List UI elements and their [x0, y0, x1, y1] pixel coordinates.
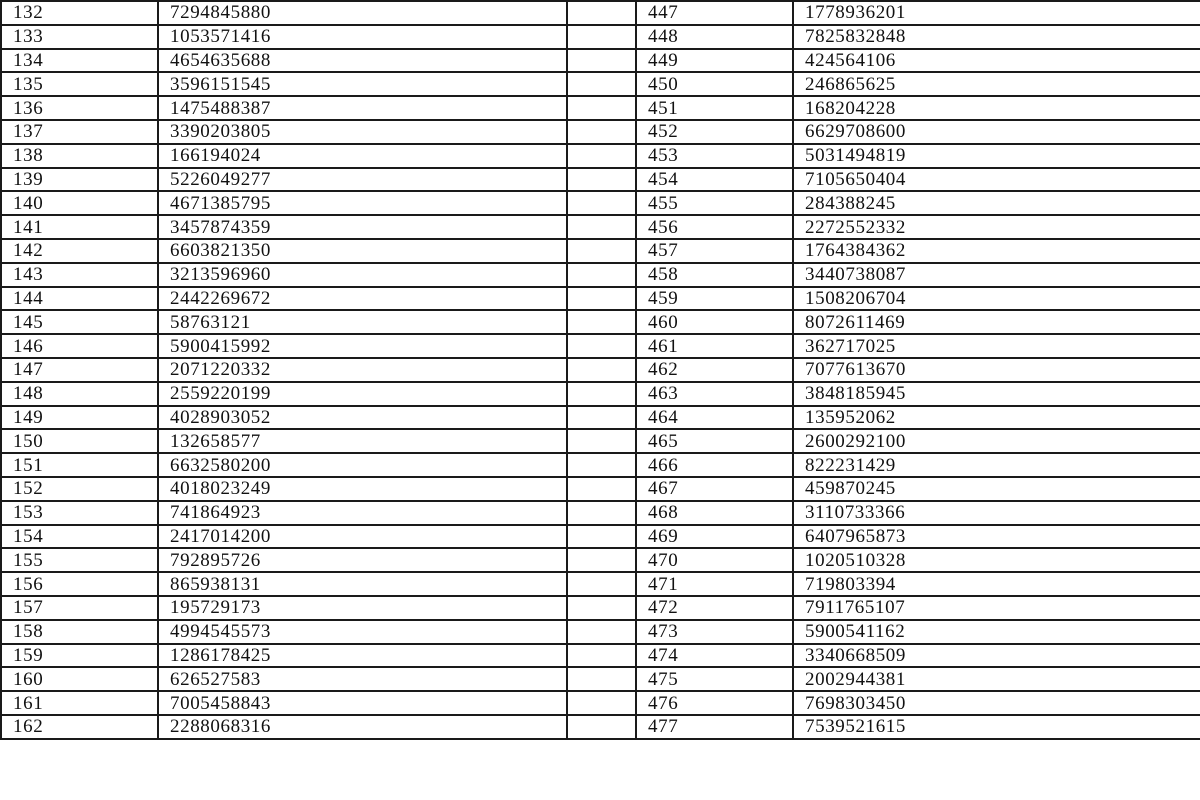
- left-row-number-cell: 160: [1, 667, 158, 691]
- column-gap-cell: [567, 620, 636, 644]
- right-value-cell: 424564106: [793, 49, 1200, 73]
- right-value-cell: 5031494819: [793, 144, 1200, 168]
- right-row-number-cell: 454: [636, 168, 793, 192]
- left-row-number-cell: 155: [1, 548, 158, 572]
- right-row-number-cell: 457: [636, 239, 793, 263]
- left-value-cell: 2071220332: [158, 358, 567, 382]
- right-value-cell: 3110733366: [793, 501, 1200, 525]
- left-row-number-cell: 144: [1, 287, 158, 311]
- right-value-cell: 3440738087: [793, 263, 1200, 287]
- table-row: [1, 96, 1200, 120]
- column-gap-cell: [567, 501, 636, 525]
- right-value-cell: 822231429: [793, 453, 1200, 477]
- right-row-number-cell: 449: [636, 49, 793, 73]
- table-row: [1, 501, 1200, 525]
- right-row-number-cell: 455: [636, 191, 793, 215]
- right-value-cell: 459870245: [793, 477, 1200, 501]
- left-value-cell: 195729173: [158, 596, 567, 620]
- left-value-cell: 1475488387: [158, 96, 567, 120]
- left-row-number-cell: 156: [1, 572, 158, 596]
- left-value-cell: 792895726: [158, 548, 567, 572]
- table-row: [1, 1, 1200, 25]
- left-value-cell: 3596151545: [158, 72, 567, 96]
- column-gap-cell: [567, 49, 636, 73]
- table-row: [1, 168, 1200, 192]
- right-row-number-cell: 470: [636, 548, 793, 572]
- table-row: [1, 620, 1200, 644]
- left-row-number-cell: 141: [1, 215, 158, 239]
- column-gap-cell: [567, 429, 636, 453]
- left-row-number-cell: 136: [1, 96, 158, 120]
- right-row-number-cell: 459: [636, 287, 793, 311]
- table-row: [1, 477, 1200, 501]
- left-value-cell: 3213596960: [158, 263, 567, 287]
- left-row-number-cell: 154: [1, 525, 158, 549]
- table-row: [1, 25, 1200, 49]
- left-value-cell: 4671385795: [158, 191, 567, 215]
- left-value-cell: 741864923: [158, 501, 567, 525]
- right-value-cell: 7077613670: [793, 358, 1200, 382]
- column-gap-cell: [567, 358, 636, 382]
- column-gap-cell: [567, 644, 636, 668]
- right-value-cell: 246865625: [793, 72, 1200, 96]
- left-value-cell: 4028903052: [158, 406, 567, 430]
- right-row-number-cell: 460: [636, 310, 793, 334]
- right-row-number-cell: 458: [636, 263, 793, 287]
- right-value-cell: 5900541162: [793, 620, 1200, 644]
- table-row: [1, 691, 1200, 715]
- column-gap-cell: [567, 596, 636, 620]
- table-row: [1, 215, 1200, 239]
- table-row: [1, 548, 1200, 572]
- column-gap-cell: [567, 1, 636, 25]
- right-row-number-cell: 476: [636, 691, 793, 715]
- column-gap-cell: [567, 667, 636, 691]
- column-gap-cell: [567, 215, 636, 239]
- right-value-cell: 719803394: [793, 572, 1200, 596]
- left-row-number-cell: 157: [1, 596, 158, 620]
- left-row-number-cell: 148: [1, 382, 158, 406]
- right-row-number-cell: 473: [636, 620, 793, 644]
- left-value-cell: 166194024: [158, 144, 567, 168]
- right-value-cell: 2272552332: [793, 215, 1200, 239]
- right-value-cell: 284388245: [793, 191, 1200, 215]
- right-row-number-cell: 477: [636, 715, 793, 739]
- left-row-number-cell: 159: [1, 644, 158, 668]
- right-value-cell: 7539521615: [793, 715, 1200, 739]
- column-gap-cell: [567, 310, 636, 334]
- left-value-cell: 6632580200: [158, 453, 567, 477]
- right-row-number-cell: 467: [636, 477, 793, 501]
- left-row-number-cell: 162: [1, 715, 158, 739]
- left-value-cell: 3390203805: [158, 120, 567, 144]
- right-value-cell: 7825832848: [793, 25, 1200, 49]
- table-row: [1, 715, 1200, 739]
- right-value-cell: 8072611469: [793, 310, 1200, 334]
- column-gap-cell: [567, 191, 636, 215]
- right-value-cell: 7911765107: [793, 596, 1200, 620]
- left-row-number-cell: 146: [1, 334, 158, 358]
- left-value-cell: 58763121: [158, 310, 567, 334]
- table-row: [1, 287, 1200, 311]
- column-gap-cell: [567, 453, 636, 477]
- column-gap-cell: [567, 525, 636, 549]
- right-value-cell: 3848185945: [793, 382, 1200, 406]
- left-value-cell: 1053571416: [158, 25, 567, 49]
- left-value-cell: 2417014200: [158, 525, 567, 549]
- left-row-number-cell: 145: [1, 310, 158, 334]
- right-row-number-cell: 456: [636, 215, 793, 239]
- left-value-cell: 5226049277: [158, 168, 567, 192]
- left-row-number-cell: 139: [1, 168, 158, 192]
- left-value-cell: 1286178425: [158, 644, 567, 668]
- column-gap-cell: [567, 572, 636, 596]
- right-row-number-cell: 465: [636, 429, 793, 453]
- table-row: [1, 49, 1200, 73]
- column-gap-cell: [567, 548, 636, 572]
- right-value-cell: 2002944381: [793, 667, 1200, 691]
- left-row-number-cell: 153: [1, 501, 158, 525]
- left-value-cell: 4018023249: [158, 477, 567, 501]
- right-row-number-cell: 450: [636, 72, 793, 96]
- right-value-cell: 362717025: [793, 334, 1200, 358]
- column-gap-cell: [567, 239, 636, 263]
- column-gap-cell: [567, 287, 636, 311]
- table-row: [1, 382, 1200, 406]
- column-gap-cell: [567, 382, 636, 406]
- right-value-cell: 1020510328: [793, 548, 1200, 572]
- table-row: [1, 239, 1200, 263]
- table-row: [1, 406, 1200, 430]
- table-row: [1, 572, 1200, 596]
- left-row-number-cell: 138: [1, 144, 158, 168]
- right-value-cell: 1764384362: [793, 239, 1200, 263]
- column-gap-cell: [567, 96, 636, 120]
- left-row-number-cell: 149: [1, 406, 158, 430]
- left-value-cell: 5900415992: [158, 334, 567, 358]
- table-body: [1, 1, 1200, 739]
- right-row-number-cell: 474: [636, 644, 793, 668]
- table-row: [1, 358, 1200, 382]
- right-row-number-cell: 461: [636, 334, 793, 358]
- left-row-number-cell: 134: [1, 49, 158, 73]
- column-gap-cell: [567, 144, 636, 168]
- right-row-number-cell: 463: [636, 382, 793, 406]
- right-row-number-cell: 464: [636, 406, 793, 430]
- left-row-number-cell: 133: [1, 25, 158, 49]
- table-row: [1, 72, 1200, 96]
- left-value-cell: 6603821350: [158, 239, 567, 263]
- right-row-number-cell: 472: [636, 596, 793, 620]
- left-value-cell: 626527583: [158, 667, 567, 691]
- left-row-number-cell: 137: [1, 120, 158, 144]
- right-row-number-cell: 475: [636, 667, 793, 691]
- left-row-number-cell: 161: [1, 691, 158, 715]
- table-row: [1, 453, 1200, 477]
- right-row-number-cell: 471: [636, 572, 793, 596]
- table-row: [1, 144, 1200, 168]
- right-row-number-cell: 452: [636, 120, 793, 144]
- left-value-cell: 2559220199: [158, 382, 567, 406]
- left-value-cell: 2442269672: [158, 287, 567, 311]
- left-row-number-cell: 147: [1, 358, 158, 382]
- right-row-number-cell: 451: [636, 96, 793, 120]
- column-gap-cell: [567, 406, 636, 430]
- right-row-number-cell: 466: [636, 453, 793, 477]
- right-value-cell: 6629708600: [793, 120, 1200, 144]
- right-value-cell: 1778936201: [793, 1, 1200, 25]
- left-row-number-cell: 143: [1, 263, 158, 287]
- right-value-cell: 1508206704: [793, 287, 1200, 311]
- right-value-cell: 2600292100: [793, 429, 1200, 453]
- column-gap-cell: [567, 691, 636, 715]
- left-row-number-cell: 135: [1, 72, 158, 96]
- right-row-number-cell: 447: [636, 1, 793, 25]
- right-value-cell: 168204228: [793, 96, 1200, 120]
- table-row: [1, 596, 1200, 620]
- right-value-cell: 7105650404: [793, 168, 1200, 192]
- right-row-number-cell: 448: [636, 25, 793, 49]
- left-value-cell: 7005458843: [158, 691, 567, 715]
- column-gap-cell: [567, 120, 636, 144]
- table-row: [1, 334, 1200, 358]
- right-row-number-cell: 469: [636, 525, 793, 549]
- left-row-number-cell: 132: [1, 1, 158, 25]
- left-row-number-cell: 158: [1, 620, 158, 644]
- right-row-number-cell: 462: [636, 358, 793, 382]
- column-gap-cell: [567, 72, 636, 96]
- column-gap-cell: [567, 263, 636, 287]
- table-row: [1, 525, 1200, 549]
- left-row-number-cell: 140: [1, 191, 158, 215]
- right-value-cell: 6407965873: [793, 525, 1200, 549]
- column-gap-cell: [567, 25, 636, 49]
- right-value-cell: 135952062: [793, 406, 1200, 430]
- left-value-cell: 865938131: [158, 572, 567, 596]
- left-row-number-cell: 151: [1, 453, 158, 477]
- right-value-cell: 7698303450: [793, 691, 1200, 715]
- right-row-number-cell: 453: [636, 144, 793, 168]
- table-row: [1, 191, 1200, 215]
- column-gap-cell: [567, 334, 636, 358]
- left-value-cell: 4654635688: [158, 49, 567, 73]
- column-gap-cell: [567, 715, 636, 739]
- right-value-cell: 3340668509: [793, 644, 1200, 668]
- left-row-number-cell: 142: [1, 239, 158, 263]
- column-gap-cell: [567, 168, 636, 192]
- table-row: [1, 263, 1200, 287]
- table-row: [1, 120, 1200, 144]
- left-value-cell: 4994545573: [158, 620, 567, 644]
- table-row: [1, 667, 1200, 691]
- left-value-cell: 132658577: [158, 429, 567, 453]
- left-row-number-cell: 150: [1, 429, 158, 453]
- left-value-cell: 3457874359: [158, 215, 567, 239]
- left-row-number-cell: 152: [1, 477, 158, 501]
- table-row: [1, 644, 1200, 668]
- column-gap-cell: [567, 477, 636, 501]
- left-value-cell: 7294845880: [158, 1, 567, 25]
- table-row: [1, 310, 1200, 334]
- table-row: [1, 429, 1200, 453]
- right-row-number-cell: 468: [636, 501, 793, 525]
- left-value-cell: 2288068316: [158, 715, 567, 739]
